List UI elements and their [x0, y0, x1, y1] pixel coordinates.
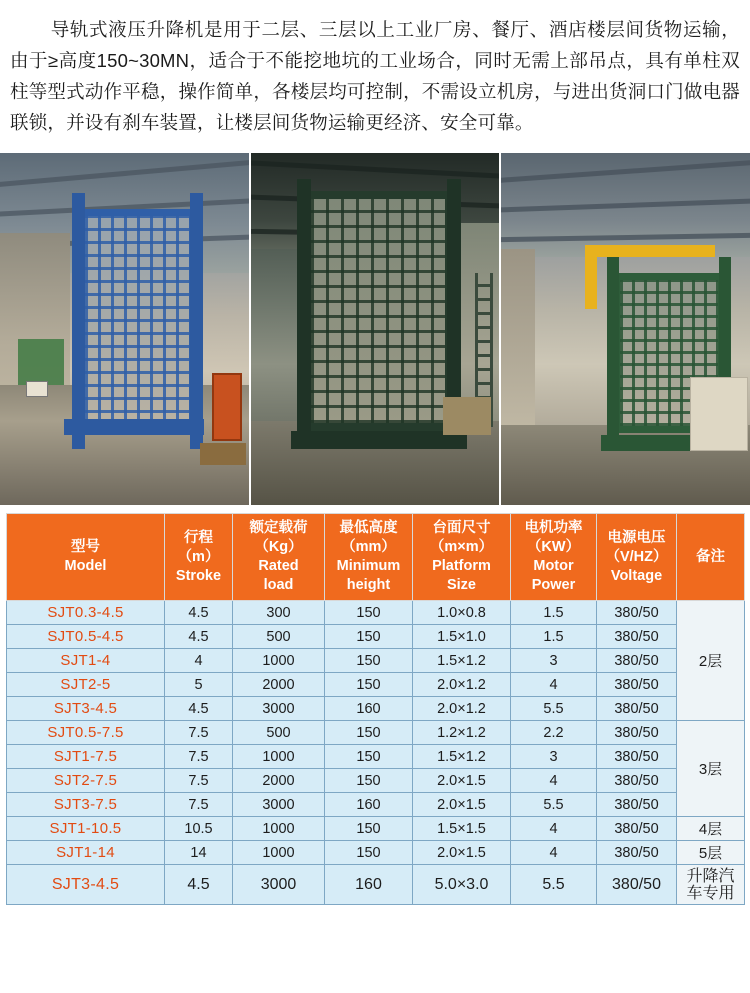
cell-load: 2000 — [233, 769, 325, 793]
intro-paragraph: 导轨式液压升降机是用于二层、三层以上工业厂房、餐厅、酒店楼层间货物运输，由于≥高度150~30MN，适合于不能挖地坑的工业场合，同时无需上部吊点，具有单柱双柱等型式动作平稳，操作简单，各楼层均可控制，不需设立机房，与进出货洞口门做电器联锁，并设有刹车装置，让楼层间货物运输更经济、安全可靠。 — [10, 19, 740, 133]
cell-model: SJT1-14 — [7, 841, 165, 865]
spec-table-body — [7, 601, 745, 905]
cell-power: 4 — [511, 817, 597, 841]
cell-size: 1.5×1.5 — [413, 817, 511, 841]
cell-size: 2.0×1.5 — [413, 769, 511, 793]
cell-voltage: 380/50 — [597, 769, 677, 793]
cell-model: SJT0.5-4.5 — [7, 625, 165, 649]
cell-load: 1000 — [233, 817, 325, 841]
cell-stroke: 10.5 — [165, 817, 233, 841]
cell-size: 1.0×0.8 — [413, 601, 511, 625]
cell-stroke: 4.5 — [165, 865, 233, 905]
cell-size: 5.0×3.0 — [413, 865, 511, 905]
spec-table-head — [7, 514, 745, 601]
cell-voltage: 380/50 — [597, 601, 677, 625]
cell-model: SJT3-7.5 — [7, 793, 165, 817]
cell-power: 3 — [511, 649, 597, 673]
cell-load: 1000 — [233, 649, 325, 673]
header-voltage-cn: 电源电压 — [607, 529, 666, 546]
table-row — [7, 673, 745, 697]
cell-stroke: 7.5 — [165, 745, 233, 769]
cell-load: 1000 — [233, 745, 325, 769]
photo1-platform — [64, 419, 204, 435]
photo-blue-rail-lift-in-warehouse — [0, 153, 249, 505]
header-motor-power-en: Motor — [533, 558, 574, 574]
cell-stroke: 7.5 — [165, 769, 233, 793]
cell-height: 160 — [325, 793, 413, 817]
cell-model: SJT1-7.5 — [7, 745, 165, 769]
header-motor-power-unit: （KW） — [526, 539, 581, 555]
cell-stroke: 5 — [165, 673, 233, 697]
cell-size: 1.5×1.2 — [413, 745, 511, 769]
photo-dark-green-rail-lift-in-plant — [251, 153, 499, 505]
table-row — [7, 625, 745, 649]
header-platform-size-cn: 台面尺寸 — [432, 520, 491, 536]
cell-size: 2.0×1.5 — [413, 841, 511, 865]
photo2-goods-box — [443, 397, 491, 435]
cell-voltage: 380/50 — [597, 625, 677, 649]
cell-power: 5.5 — [511, 697, 597, 721]
cell-size: 1.5×1.0 — [413, 625, 511, 649]
header-rated-load-cn: 额定载荷 — [249, 520, 308, 536]
header-minimum-height — [325, 514, 413, 601]
cell-remark: 2层 — [677, 601, 745, 721]
photo3-left-pillar — [501, 249, 535, 445]
header-model-cn: 型号 — [71, 539, 100, 555]
spec-table-header-row — [7, 514, 745, 601]
photo3-yellow-rail — [585, 245, 715, 257]
cell-size: 1.5×1.2 — [413, 649, 511, 673]
cell-size: 2.0×1.2 — [413, 673, 511, 697]
cell-power: 4 — [511, 841, 597, 865]
cell-power: 1.5 — [511, 601, 597, 625]
photo3-yellow-rail-vertical — [585, 245, 597, 309]
header-motor-power-cn: 电机功率 — [524, 520, 583, 536]
cell-stroke: 4.5 — [165, 697, 233, 721]
cell-power: 1.5 — [511, 625, 597, 649]
cell-power: 2.2 — [511, 721, 597, 745]
cell-remark: 升降汽车专用 — [677, 865, 745, 905]
cell-height: 150 — [325, 625, 413, 649]
cell-height: 150 — [325, 721, 413, 745]
header-motor-power — [511, 514, 597, 601]
photo3-goods-bale — [690, 377, 748, 451]
photo1-guide-rail-left — [72, 193, 85, 449]
photo1-wall-sign — [26, 381, 48, 397]
cell-remark: 5层 — [677, 841, 745, 865]
header-minimum-height-en2: height — [346, 577, 391, 593]
photo2-platform — [291, 431, 467, 449]
photo3-guide-rail-left — [607, 257, 619, 451]
cell-voltage: 380/50 — [597, 673, 677, 697]
cell-height: 160 — [325, 865, 413, 905]
header-platform-size-en: Platform — [432, 558, 491, 574]
cell-height: 150 — [325, 769, 413, 793]
cell-remark: 4层 — [677, 817, 745, 841]
cell-load: 300 — [233, 601, 325, 625]
cell-load: 500 — [233, 721, 325, 745]
table-row — [7, 601, 745, 625]
cell-load: 3000 — [233, 865, 325, 905]
header-model — [7, 514, 165, 601]
header-stroke — [165, 514, 233, 601]
header-voltage-unit: （V/HZ） — [605, 548, 668, 565]
cell-load: 3000 — [233, 697, 325, 721]
header-voltage — [597, 514, 677, 601]
photo1-lift-cage — [78, 209, 196, 433]
cell-model: SJT3-4.5 — [7, 865, 165, 905]
cell-stroke: 7.5 — [165, 721, 233, 745]
header-minimum-height-unit: （mm） — [341, 539, 396, 555]
header-rated-load — [233, 514, 325, 601]
cell-height: 150 — [325, 673, 413, 697]
cell-height: 150 — [325, 841, 413, 865]
cell-model: SJT3-4.5 — [7, 697, 165, 721]
cell-model: SJT1-10.5 — [7, 817, 165, 841]
cell-model: SJT2-5 — [7, 673, 165, 697]
cell-power: 5.5 — [511, 865, 597, 905]
cell-height: 150 — [325, 649, 413, 673]
header-rated-load-en: Rated — [258, 558, 299, 574]
spec-table — [6, 513, 745, 905]
cell-load: 500 — [233, 625, 325, 649]
intro-section — [0, 0, 750, 138]
cell-height: 150 — [325, 745, 413, 769]
cell-stroke: 4 — [165, 649, 233, 673]
cell-power: 4 — [511, 769, 597, 793]
photo1-cart — [212, 373, 242, 441]
header-stroke-unit: （m） — [177, 548, 220, 565]
header-remark: 备注 — [677, 514, 745, 601]
header-rated-load-unit: （Kg） — [254, 539, 303, 555]
photo-strip — [0, 153, 750, 505]
cell-voltage: 380/50 — [597, 745, 677, 769]
table-row — [7, 817, 745, 841]
header-platform-size-unit: （m×m） — [429, 539, 494, 555]
table-row — [7, 793, 745, 817]
photo2-lift-cage — [303, 191, 453, 431]
header-minimum-height-en: Minimum — [336, 558, 401, 574]
cell-height: 150 — [325, 817, 413, 841]
cell-voltage: 380/50 — [597, 697, 677, 721]
photo1-pallet — [200, 443, 246, 465]
cell-size: 2.0×1.2 — [413, 697, 511, 721]
cell-load: 3000 — [233, 793, 325, 817]
cell-stroke: 14 — [165, 841, 233, 865]
cell-stroke: 7.5 — [165, 793, 233, 817]
table-row — [7, 649, 745, 673]
cell-model: SJT0.5-7.5 — [7, 721, 165, 745]
table-row — [7, 769, 745, 793]
header-model-en: Model — [64, 558, 107, 574]
photo1-guide-rail-right — [190, 193, 203, 449]
table-row — [7, 745, 745, 769]
cell-model: SJT0.3-4.5 — [7, 601, 165, 625]
table-row — [7, 697, 745, 721]
header-minimum-height-cn: 最低高度 — [339, 520, 398, 536]
table-row — [7, 841, 745, 865]
cell-size: 1.2×1.2 — [413, 721, 511, 745]
cell-load: 1000 — [233, 841, 325, 865]
cell-model: SJT2-7.5 — [7, 769, 165, 793]
cell-voltage: 380/50 — [597, 841, 677, 865]
cell-height: 160 — [325, 697, 413, 721]
table-row — [7, 865, 745, 905]
table-row — [7, 721, 745, 745]
header-motor-power-en2: Power — [531, 577, 576, 593]
header-platform-size — [413, 514, 511, 601]
cell-voltage: 380/50 — [597, 721, 677, 745]
spec-table-wrapper — [0, 513, 750, 905]
cell-model: SJT1-4 — [7, 649, 165, 673]
cell-stroke: 4.5 — [165, 625, 233, 649]
header-rated-load-en2: load — [263, 577, 294, 593]
cell-size: 2.0×1.5 — [413, 793, 511, 817]
photo2-guide-rail-left — [297, 179, 311, 449]
cell-load: 2000 — [233, 673, 325, 697]
cell-voltage: 380/50 — [597, 817, 677, 841]
photo-green-cage-lift-with-yellow-rail — [501, 153, 750, 505]
cell-height: 150 — [325, 601, 413, 625]
cell-power: 4 — [511, 673, 597, 697]
header-stroke-cn: 行程 — [184, 529, 213, 546]
cell-power: 3 — [511, 745, 597, 769]
cell-remark: 3层 — [677, 721, 745, 817]
cell-stroke: 4.5 — [165, 601, 233, 625]
cell-voltage: 380/50 — [597, 793, 677, 817]
cell-power: 5.5 — [511, 793, 597, 817]
cell-voltage: 380/50 — [597, 865, 677, 905]
header-stroke-en: Stroke — [175, 567, 222, 584]
header-voltage-en: Voltage — [610, 567, 663, 584]
cell-voltage: 380/50 — [597, 649, 677, 673]
header-platform-size-en2: Size — [446, 577, 476, 593]
